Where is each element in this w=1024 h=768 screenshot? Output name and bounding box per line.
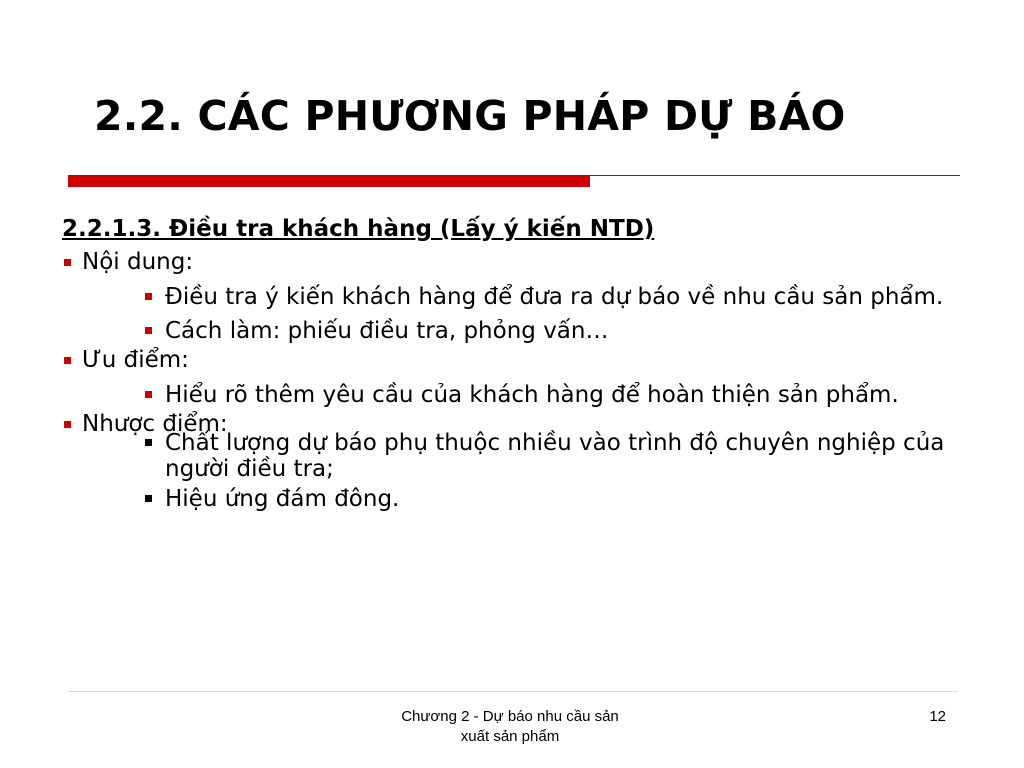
footer-chapter-title — [360, 707, 660, 747]
square-bullet-icon — [145, 293, 152, 300]
square-bullet-icon — [64, 421, 71, 428]
square-bullet-icon — [145, 391, 152, 398]
sub-list-item-text: Chất lượng dự báo phụ thuộc nhiều vào trình độ chuyên nghiệp của người điều tra; — [165, 430, 945, 482]
sub-list-item — [145, 284, 975, 310]
list-item-label: Nội dung: — [82, 249, 194, 275]
sub-bullet-list — [145, 430, 962, 512]
list-item — [62, 410, 962, 512]
list-item-label: Ưu điểm: — [82, 347, 189, 373]
section-subtitle: 2.2.1.3. Điều tra khách hàng (Lấy ý kiến NTD) — [62, 216, 655, 242]
sub-list-item — [145, 382, 975, 408]
footer-line-2: xuất sản phẩm — [460, 728, 560, 745]
square-bullet-icon — [145, 495, 152, 502]
sub-list-item — [145, 486, 975, 512]
square-bullet-icon — [145, 327, 152, 334]
slide-title: 2.2. CÁC PHƯƠNG PHÁP DỰ BÁO — [94, 92, 846, 140]
footer-divider — [68, 691, 958, 692]
sub-list-item-text: Hiệu ứng đám đông. — [165, 486, 400, 512]
sub-list-item-text: Điều tra ý kiến khách hàng để đưa ra dự báo về nhu cầu sản phẩm. — [165, 284, 944, 310]
list-item — [62, 248, 962, 344]
sub-list-item-text: Hiểu rõ thêm yêu cầu của khách hàng để hoàn thiện sản phẩm. — [165, 382, 899, 408]
sub-bullet-list — [145, 382, 962, 408]
title-underline-thin — [590, 175, 960, 176]
square-bullet-icon — [64, 259, 71, 266]
list-item-label: Nhược điểm: — [82, 411, 228, 437]
list-item — [62, 346, 962, 408]
square-bullet-icon — [145, 439, 152, 446]
sub-list-item-text: Cách làm: phiếu điều tra, phỏng vấn… — [165, 318, 609, 344]
title-underline-thick — [68, 175, 590, 187]
footer-line-1: Chương 2 - Dự báo nhu cầu sản — [401, 708, 619, 725]
page-number: 12 — [929, 708, 946, 725]
slide-body — [62, 212, 962, 512]
sub-bullet-list — [145, 284, 962, 344]
square-bullet-icon — [64, 357, 71, 364]
sub-list-item — [145, 430, 975, 482]
bullet-list — [62, 248, 962, 512]
sub-list-item — [145, 318, 975, 344]
